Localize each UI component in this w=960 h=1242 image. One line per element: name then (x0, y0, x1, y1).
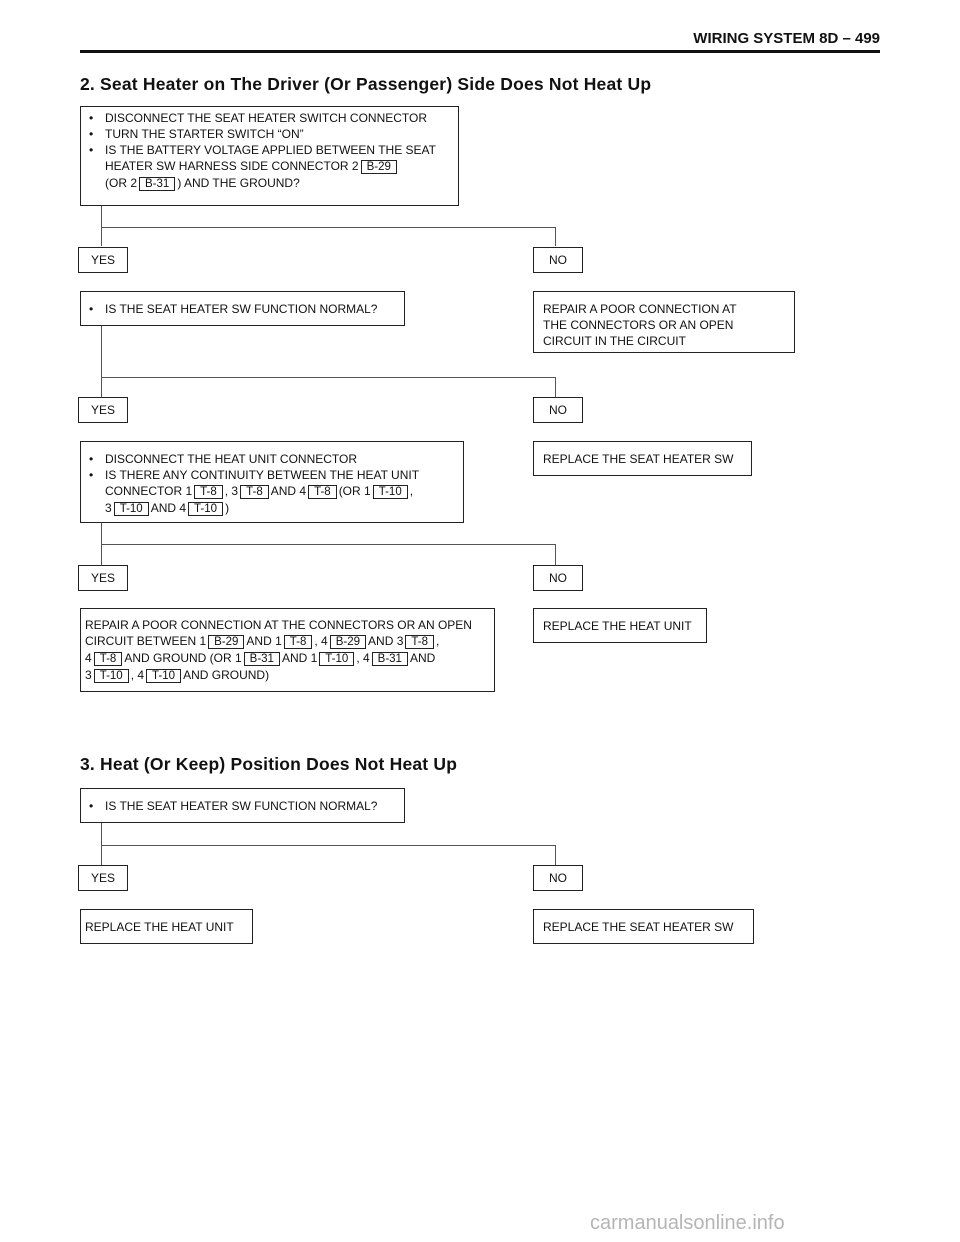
yes-label: YES (78, 565, 128, 591)
header-rule (80, 50, 880, 53)
connector-line (101, 377, 556, 378)
connector-label: B-29 (361, 160, 397, 174)
connector-line (101, 544, 556, 545)
yes-label: YES (78, 247, 128, 273)
connector-line (555, 544, 556, 565)
connector-label: T-8 (308, 485, 337, 499)
connector-line (101, 845, 556, 846)
s2-yes3-result-box: REPAIR A POOR CONNECTION AT THE CONNECTORS OR AN OPEN CIRCUIT BETWEEN 1 B-29 AND 1 T-8 , 4 B-29 AND 3 T-8 , 4 T-8 AND GROUND (OR 1 B-31 AND 1 T-10 , 4 B-31 AND 3 T-10 , 4 T-10 AND GROUND) (80, 608, 495, 692)
no-label: NO (533, 565, 583, 591)
connector-label: B-31 (139, 177, 175, 191)
connector-label: T-8 (94, 652, 123, 666)
connector-label: B-31 (372, 652, 408, 666)
connector-label: T-10 (188, 502, 223, 516)
connector-label: T-8 (405, 635, 434, 649)
connector-label: T-10 (94, 669, 129, 683)
s3-step1-box: • IS THE SEAT HEATER SW FUNCTION NORMAL? (80, 788, 405, 823)
section-2-title: 2. Seat Heater on The Driver (Or Passenger) Side Does Not Heat Up (80, 74, 652, 94)
section-3-title: 3. Heat (Or Keep) Position Does Not Heat Up (80, 754, 458, 774)
connector-label: T-10 (146, 669, 181, 683)
s2-no3-result-box: REPLACE THE HEAT UNIT (533, 608, 707, 643)
no-label: NO (533, 247, 583, 273)
s2-step1-box: • DISCONNECT THE SEAT HEATER SWITCH CONNECTOR • TURN THE STARTER SWITCH “ON” • IS THE BATTERY VOLTAGE APPLIED BETWEEN THE SEAT HEATER SW HARNESS SIDE CONNECTOR 2 B-29 (OR 2 B-31 ) AND THE GROUND? (80, 106, 459, 206)
connector-line (101, 823, 102, 865)
connector-line (555, 845, 556, 865)
yes-label: YES (78, 397, 128, 423)
connector-label: T-10 (373, 485, 408, 499)
s3-yes-result-box: REPLACE THE HEAT UNIT (80, 909, 253, 944)
connector-line (101, 227, 556, 228)
connector-label: T-8 (240, 485, 269, 499)
no-label: NO (533, 397, 583, 423)
no-label: NO (533, 865, 583, 891)
connector-line (101, 206, 102, 246)
connector-label: B-31 (244, 652, 280, 666)
s2-step3-box: • DISCONNECT THE HEAT UNIT CONNECTOR • IS THERE ANY CONTINUITY BETWEEN THE HEAT UNIT CONNECTOR 1 T-8 , 3 T-8 AND 4 T-8 (OR 1 T-10 , 3 T-10 AND 4 T-10 ) (80, 441, 464, 523)
s3-no-result-box: REPLACE THE SEAT HEATER SW (533, 909, 754, 944)
s2-no2-result-box: REPLACE THE SEAT HEATER SW (533, 441, 752, 476)
connector-label: T-10 (114, 502, 149, 516)
s2-no1-result-box: REPAIR A POOR CONNECTION AT THE CONNECTORS OR AN OPEN CIRCUIT IN THE CIRCUIT (533, 291, 795, 353)
connector-label: T-8 (194, 485, 223, 499)
connector-line (555, 377, 556, 397)
connector-label: B-29 (208, 635, 244, 649)
connector-label: B-29 (330, 635, 366, 649)
s2-step2-box: • IS THE SEAT HEATER SW FUNCTION NORMAL? (80, 291, 405, 326)
watermark: carmanualsonline.info (590, 1212, 785, 1234)
connector-label: T-10 (319, 652, 354, 666)
connector-line (555, 227, 556, 246)
yes-label: YES (78, 865, 128, 891)
connector-label: T-8 (284, 635, 313, 649)
connector-line (101, 326, 102, 397)
page-header: WIRING SYSTEM 8D – 499 (693, 30, 880, 47)
